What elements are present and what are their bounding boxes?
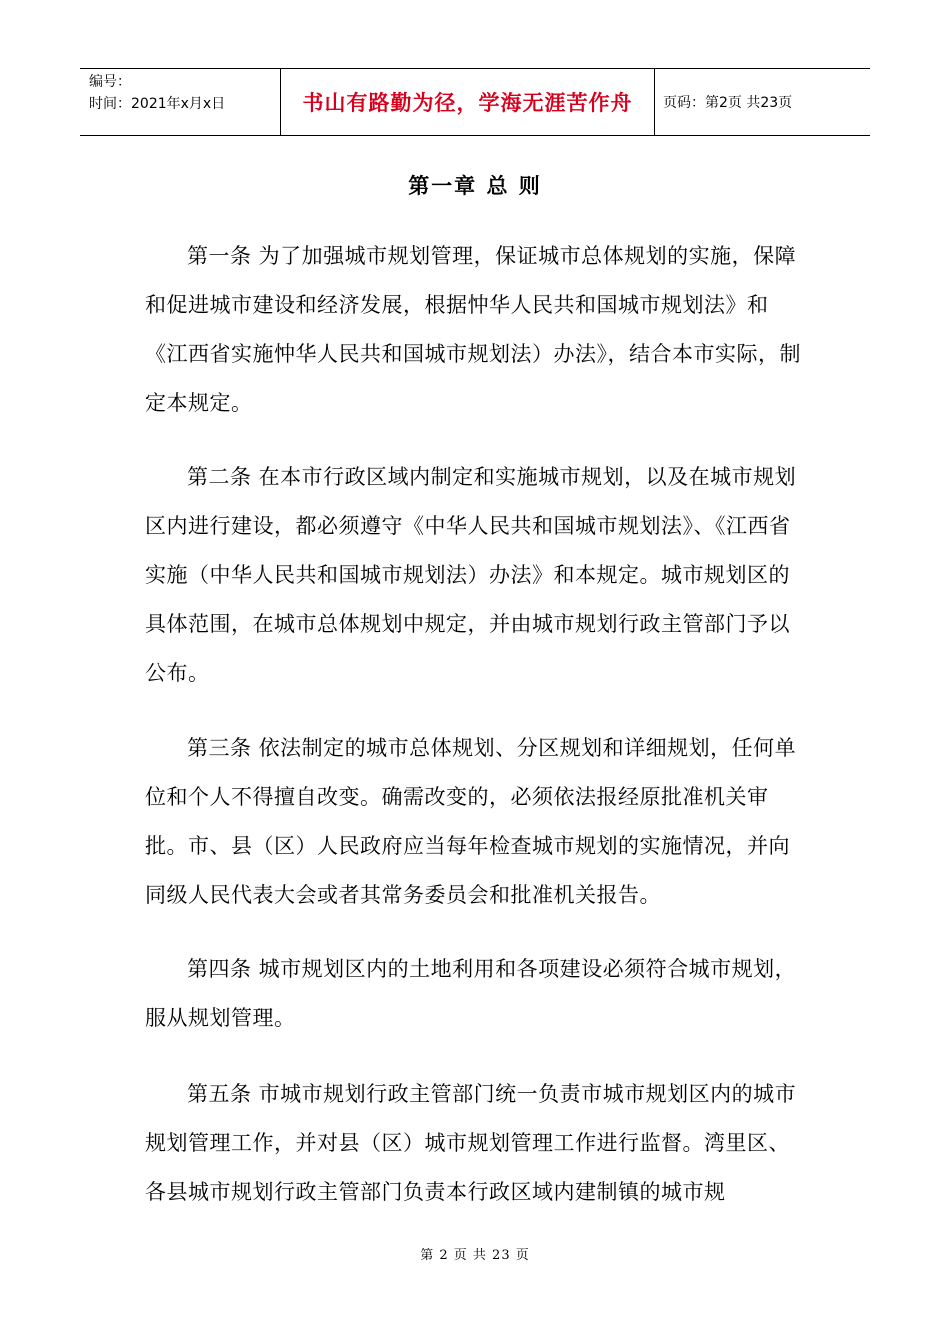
article-1: 第一条 为了加强城市规划管理，保证城市总体规划的实施，保障和促进城市建设和经济发展，根据忡华人民共和国城市规划法》和《江西省实施忡华人民共和国城市规划法）办法》，结合本市实际，制定本规定。 — [145, 244, 801, 415]
article-4: 第四条 城市规划区内的土地利用和各项建设必须符合城市规划，服从规划管理。 — [145, 957, 797, 1030]
chapter-title: 第一章 总 则 — [408, 174, 542, 198]
article-2: 第二条 在本市行政区域内制定和实施城市规划，以及在城市规划区内进行建设，都必须遵守《中华人民共和国城市规划法》、《江西省实施（中华人民共和国城市规划法）办法》和本规定。城市规划区的具体范围，在城市总体规划中规定，并由城市规划行政主管部门予以公布。 — [145, 465, 797, 685]
article-5: 第五条 市城市规划行政主管部门统一负责市城市规划区内的城市规划管理工作，并对县（区）城市规划管理工作进行监督。湾里区、各县城市规划行政主管部门负责本行政区域内建制镇的城市规 — [145, 1082, 797, 1204]
page-footer: 第 2 页 共 23 页 — [420, 1248, 530, 1263]
header-page-info: 页码：第2页 共23页 — [663, 95, 793, 111]
document-header — [80, 68, 870, 136]
date-label: 时间：2021年x月x日 — [89, 96, 226, 112]
article-3: 第三条 依法制定的城市总体规划、分区规划和详细规划，任何单位和个人不得擅自改变。确需改变的，必须依法报经原批准机关审批。市、县（区）人民政府应当每年检查城市规划的实施情况，并向同级人民代表大会或者其常务委员会和批准机关报告。 — [145, 736, 797, 907]
serial-number-label: 编号： — [89, 74, 131, 90]
header-motto: 书山有路勤为径，学海无涯苦作舟 — [281, 69, 655, 135]
header-meta — [80, 69, 281, 135]
